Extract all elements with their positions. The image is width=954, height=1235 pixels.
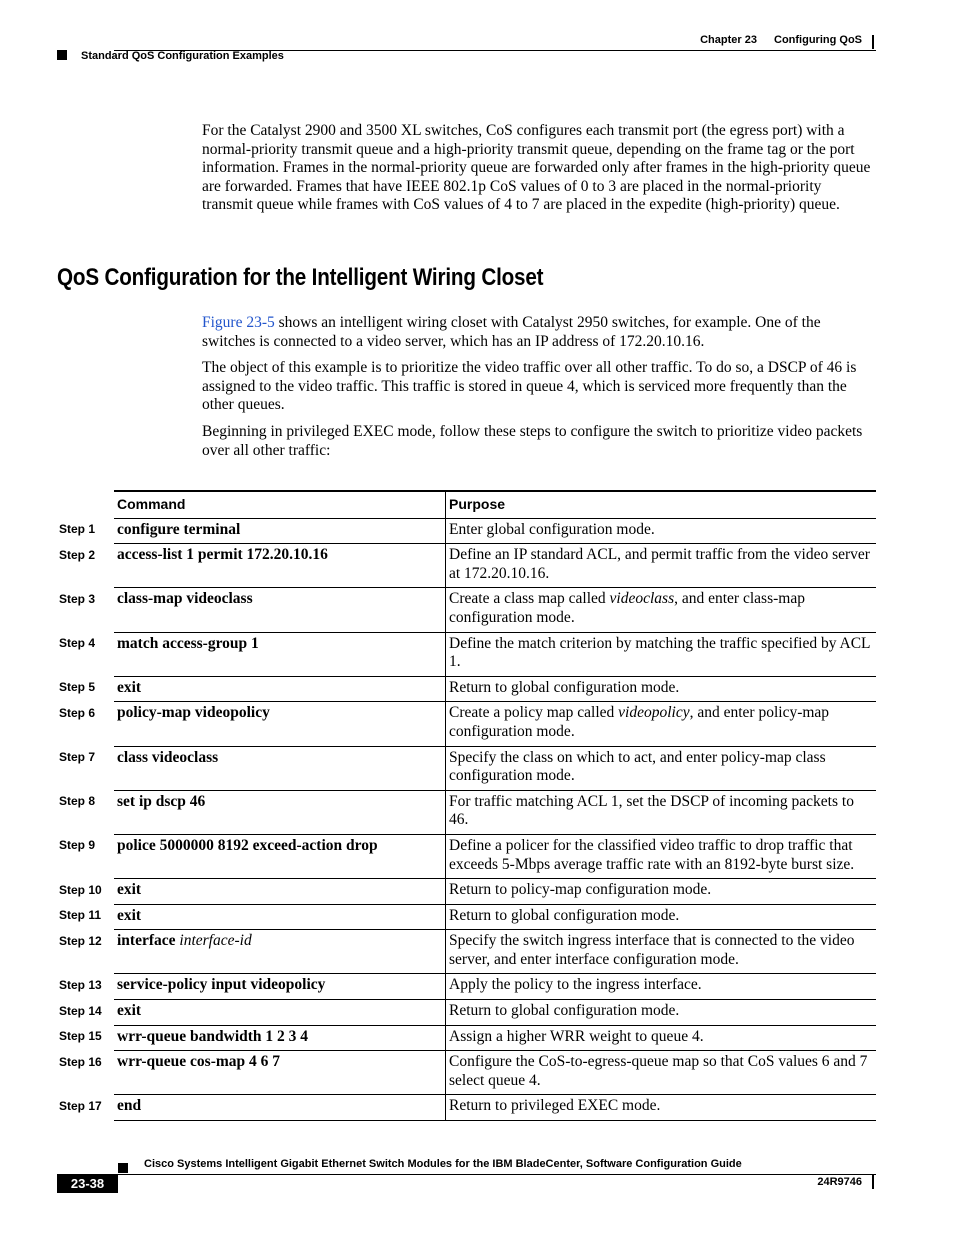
purpose-text: Configure the CoS-to-egress-queue map so that CoS values 6 and 7 select queue 4. bbox=[449, 1053, 868, 1089]
step-label: Step 3 bbox=[59, 591, 96, 606]
command-cell bbox=[114, 974, 446, 1000]
command-text: end bbox=[117, 1097, 142, 1115]
table-row bbox=[114, 632, 876, 676]
purpose-cell bbox=[446, 834, 877, 878]
command-text: exit bbox=[117, 1002, 142, 1020]
command-cell bbox=[114, 790, 446, 834]
command-cell bbox=[114, 1000, 446, 1026]
purpose-text: Return to global configuration mode. bbox=[449, 1002, 680, 1020]
step-label: Step 9 bbox=[59, 838, 96, 853]
purpose-cell bbox=[446, 974, 877, 1000]
table-row bbox=[114, 930, 876, 974]
step-label: Step 5 bbox=[59, 680, 96, 695]
purpose-cell bbox=[446, 518, 877, 544]
footer-tick-mark bbox=[872, 1175, 874, 1189]
command-text: policy-map videopolicy bbox=[117, 704, 270, 722]
command-text: configure terminal bbox=[117, 520, 241, 538]
paragraph-figure-reference bbox=[202, 314, 876, 351]
command-cell bbox=[114, 702, 446, 746]
intro-paragraph: For the Catalyst 2900 and 3500 XL switches, CoS configures each transmit port (the egress port) with a normal-priority transmit queue and a high-priority transmit queue, depending on the frame tag or the port information. Frames in the normal-priority queue are forwarded only after frames in the high-priority queue are forwarded. Frames that have IEEE 802.1p CoS values of 0 to 3 are placed in the normal-priority transmit queue while frames with CoS values of 4 to 7 are placed in the expedite (high-priority) queue. bbox=[202, 122, 871, 214]
steps-table bbox=[114, 490, 876, 1121]
purpose-cell bbox=[446, 702, 877, 746]
command-text: match access-group 1 bbox=[117, 634, 259, 652]
command-cell bbox=[114, 746, 446, 790]
footer-rule bbox=[57, 1174, 876, 1175]
purpose-cell bbox=[446, 1000, 877, 1026]
table-row bbox=[114, 879, 876, 905]
purpose-cell bbox=[446, 1095, 877, 1121]
purpose-text: , and enter class-map configuration mode. bbox=[449, 590, 805, 626]
purpose-text: Define the match criterion by matching the traffic specified by ACL 1. bbox=[449, 634, 870, 671]
step-label: Step 15 bbox=[59, 1029, 102, 1044]
command-text: exit bbox=[117, 678, 142, 696]
table-row bbox=[114, 676, 876, 702]
table-row bbox=[114, 1051, 876, 1095]
purpose-cell bbox=[446, 632, 877, 676]
paragraph-objective: The object of this example is to prioritize the video traffic over all other traffic. To do so, a DSCP of 46 is assigned to the video traffic. This traffic is stored in queue 4, which is serviced more frequently than the other queues. bbox=[202, 359, 857, 414]
command-cell bbox=[114, 1051, 446, 1095]
command-text: exit bbox=[117, 906, 142, 924]
step-label: Step 16 bbox=[59, 1054, 102, 1069]
purpose-cell bbox=[446, 879, 877, 905]
header-tick-mark bbox=[872, 35, 874, 49]
purpose-text: Create a class map called bbox=[449, 590, 610, 608]
purpose-text: Define an IP standard ACL, and permit traffic from the video server at 172.20.10.16. bbox=[449, 546, 870, 582]
purpose-text: , and enter policy-map configuration mode. bbox=[449, 704, 830, 740]
table-row bbox=[114, 834, 876, 878]
command-text: class videoclass bbox=[117, 748, 219, 766]
header-square-marker bbox=[57, 50, 67, 60]
command-text: wrr-queue bandwidth 1 2 3 4 bbox=[117, 1027, 309, 1045]
table-row bbox=[114, 1025, 876, 1051]
document-number: 24R9746 bbox=[817, 1176, 862, 1188]
table-row bbox=[114, 904, 876, 930]
step-label: Step 10 bbox=[59, 882, 102, 897]
step-label: Step 12 bbox=[59, 933, 102, 948]
command-text: police 5000000 8192 exceed-action drop bbox=[117, 836, 378, 854]
command-text: wrr-queue cos-map 4 6 7 bbox=[117, 1053, 281, 1071]
step-label: Step 2 bbox=[59, 547, 96, 562]
command-text: class-map videoclass bbox=[117, 590, 253, 608]
purpose-cell bbox=[446, 1025, 877, 1051]
command-text: exit bbox=[117, 881, 142, 899]
command-text: interface bbox=[117, 932, 176, 950]
table-row bbox=[114, 1095, 876, 1121]
purpose-text: Enter global configuration mode. bbox=[449, 520, 655, 538]
purpose-cell bbox=[446, 930, 877, 974]
purpose-cell bbox=[446, 544, 877, 588]
column-header-purpose: Purpose bbox=[446, 491, 877, 518]
purpose-text: Specify the switch ingress interface that is connected to the video server, and enter interface configuration mode. bbox=[449, 932, 855, 968]
purpose-text: Return to global configuration mode. bbox=[449, 906, 680, 924]
chapter-number: Chapter 23 bbox=[700, 34, 757, 46]
step-label: Step 11 bbox=[59, 908, 102, 923]
table-row bbox=[114, 544, 876, 588]
figure-link[interactable]: Figure 23-5 bbox=[202, 314, 275, 331]
purpose-cell bbox=[446, 904, 877, 930]
section-heading: QoS Configuration for the Intelligent Wiring Closet bbox=[57, 264, 544, 291]
footer-square-marker bbox=[118, 1163, 128, 1173]
purpose-text: Create a policy map called bbox=[449, 704, 619, 722]
chapter-title: Configuring QoS bbox=[774, 34, 862, 46]
running-header-chapter bbox=[686, 34, 862, 46]
step-label: Step 17 bbox=[59, 1098, 102, 1113]
command-cell bbox=[114, 904, 446, 930]
command-text: access-list 1 permit 172.20.10.16 bbox=[117, 546, 328, 564]
purpose-cell bbox=[446, 746, 877, 790]
purpose-cell bbox=[446, 1051, 877, 1095]
purpose-text: Return to privileged EXEC mode. bbox=[449, 1097, 661, 1115]
purpose-text: Define a policer for the classified video traffic to drop traffic that exceeds 5-Mbps average traffic rate with an 8192-byte burst size. bbox=[449, 836, 855, 873]
purpose-text: Return to global configuration mode. bbox=[449, 678, 680, 696]
step-label: Step 6 bbox=[59, 705, 96, 720]
column-header-command: Command bbox=[114, 491, 446, 518]
paragraph-text: shows an intelligent wiring closet with Catalyst 2950 switches, for example. One of the switches is connected to a video server, which has an IP address of 172.20.10.16. bbox=[202, 314, 821, 350]
step-label: Step 1 bbox=[59, 522, 96, 537]
table-row bbox=[114, 974, 876, 1000]
command-cell bbox=[114, 1025, 446, 1051]
table-row bbox=[114, 702, 876, 746]
purpose-cell bbox=[446, 790, 877, 834]
step-label: Step 7 bbox=[59, 750, 96, 765]
table-header-row bbox=[114, 491, 876, 518]
purpose-text: Return to policy-map configuration mode. bbox=[449, 881, 712, 899]
command-argument: interface-id bbox=[179, 932, 252, 950]
step-label: Step 14 bbox=[59, 1003, 102, 1018]
command-cell bbox=[114, 632, 446, 676]
purpose-text: videopolicy bbox=[618, 704, 690, 722]
command-cell bbox=[114, 588, 446, 632]
command-cell bbox=[114, 879, 446, 905]
purpose-text: videoclass bbox=[609, 590, 675, 608]
step-label: Step 8 bbox=[59, 794, 96, 809]
command-cell bbox=[114, 544, 446, 588]
table-row bbox=[114, 746, 876, 790]
table-row bbox=[114, 588, 876, 632]
purpose-text: Specify the class on which to act, and enter policy-map class configuration mode. bbox=[449, 748, 826, 785]
purpose-text: For traffic matching ACL 1, set the DSCP of incoming packets to 46. bbox=[449, 792, 854, 829]
running-header-section: Standard QoS Configuration Examples bbox=[81, 50, 284, 62]
purpose-text: Apply the policy to the ingress interface. bbox=[449, 976, 702, 994]
table-row bbox=[114, 1000, 876, 1026]
page-number: 23-38 bbox=[57, 1174, 118, 1193]
purpose-text: Assign a higher WRR weight to queue 4. bbox=[449, 1027, 704, 1045]
command-cell bbox=[114, 1095, 446, 1121]
table-row bbox=[114, 790, 876, 834]
command-text: service-policy input videopolicy bbox=[117, 976, 326, 994]
table-row bbox=[114, 518, 876, 544]
command-text: set ip dscp 46 bbox=[117, 792, 206, 810]
purpose-cell bbox=[446, 588, 877, 632]
purpose-cell bbox=[446, 676, 877, 702]
command-cell bbox=[114, 518, 446, 544]
step-label: Step 13 bbox=[59, 977, 102, 992]
footer-title: Cisco Systems Intelligent Gigabit Ethernet Switch Modules for the IBM BladeCenter, Software Configuration Guide bbox=[144, 1158, 742, 1170]
command-cell bbox=[114, 930, 446, 974]
paragraph-steps-intro: Beginning in privileged EXEC mode, follow these steps to configure the switch to prioritize video packets over all other traffic: bbox=[202, 423, 863, 459]
command-cell bbox=[114, 834, 446, 878]
command-cell bbox=[114, 676, 446, 702]
step-label: Step 4 bbox=[59, 636, 96, 651]
